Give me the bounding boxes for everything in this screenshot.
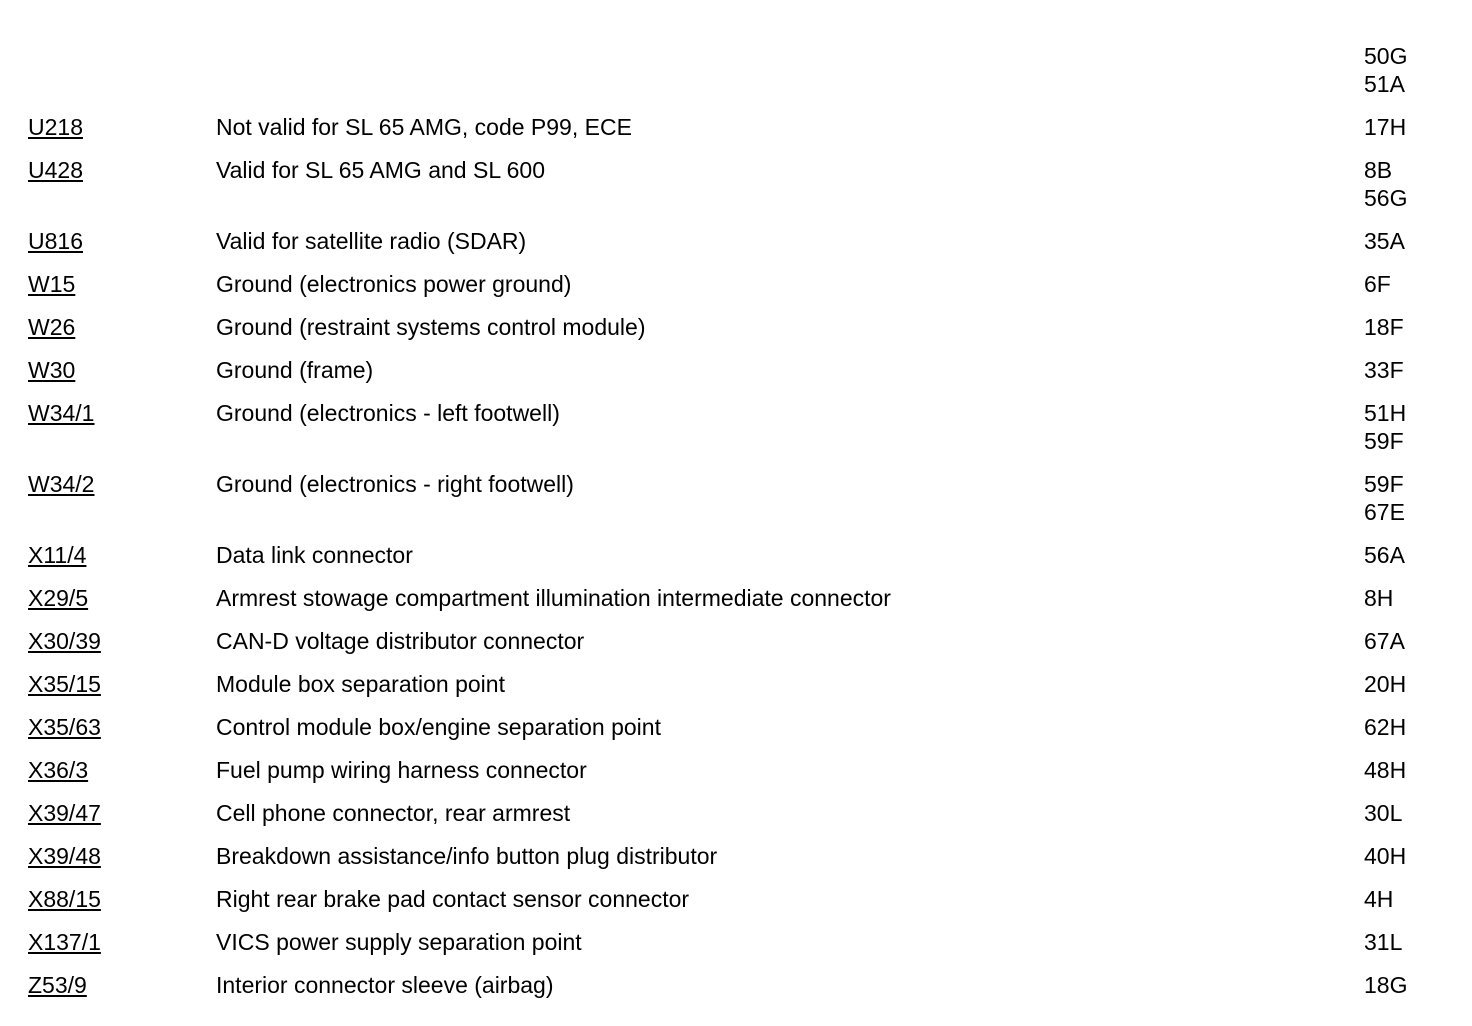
grid-references [1364,541,1405,569]
grid-references [1364,584,1393,612]
grid-references [1364,756,1406,784]
component-description: Valid for SL 65 AMG and SL 600 [216,157,546,183]
component-code-link[interactable]: W34/1 [28,400,95,426]
grid-references [1364,627,1405,655]
component-description: Ground (frame) [216,357,374,383]
grid-reference: 56A [1364,542,1405,568]
component-code-link[interactable]: W15 [28,271,76,297]
component-description: Armrest stowage compartment illumination intermediate connector [216,585,891,611]
grid-reference: 62H [1364,714,1407,740]
component-code-link[interactable]: X35/15 [28,671,101,697]
component-description: Ground (restraint systems control module) [216,314,646,340]
component-code-link[interactable]: X29/5 [28,585,89,611]
component-description: Data link connector [216,542,413,568]
grid-references [1364,42,1407,98]
grid-references [1364,270,1391,298]
grid-reference: 18F [1364,314,1404,340]
component-code-link[interactable]: Z53/9 [28,972,87,998]
component-description: Breakdown assistance/info button plug distributor [216,843,718,869]
component-code-link[interactable]: X35/63 [28,714,101,740]
component-description: Ground (electronics power ground) [216,271,572,297]
component-description: Interior connector sleeve (airbag) [216,972,554,998]
grid-references [1364,470,1405,526]
component-code-link[interactable]: X36/3 [28,757,89,783]
component-description: Ground (electronics - right footwell) [216,471,574,497]
grid-reference: 51H [1364,400,1407,426]
grid-reference: 6F [1364,271,1391,297]
component-code-link[interactable]: X137/1 [28,929,101,955]
grid-references [1364,799,1402,827]
component-code-link[interactable]: X88/15 [28,886,101,912]
grid-reference: 20H [1364,671,1407,697]
grid-reference: 31L [1364,929,1403,955]
component-code-link[interactable]: U218 [28,114,83,140]
component-code-link[interactable]: X11/4 [28,542,87,568]
grid-reference: 18G [1364,972,1408,998]
grid-reference: 67E [1364,499,1405,525]
component-code-link[interactable]: W30 [28,357,76,383]
component-description: Fuel pump wiring harness connector [216,757,587,783]
component-description: Not valid for SL 65 AMG, code P99, ECE [216,114,632,140]
grid-reference: 59F [1364,471,1404,497]
grid-reference: 56G [1364,185,1408,211]
component-description: Module box separation point [216,671,505,697]
grid-references [1364,928,1402,956]
grid-reference: 4H [1364,886,1394,912]
grid-references [1364,156,1407,212]
grid-reference: 33F [1364,357,1404,383]
grid-reference: 59F [1364,428,1404,454]
component-code-link[interactable]: W34/2 [28,471,95,497]
grid-references [1364,842,1406,870]
grid-references [1364,670,1406,698]
grid-reference: 48H [1364,757,1407,783]
grid-references [1364,227,1405,255]
grid-references [1364,313,1404,341]
component-code-link[interactable]: X39/47 [28,800,101,826]
grid-reference: 40H [1364,843,1407,869]
grid-references [1364,356,1404,384]
component-code-link[interactable]: X30/39 [28,628,101,654]
component-code-link[interactable]: X39/48 [28,843,101,869]
grid-reference: 8B [1364,157,1393,183]
component-description: Right rear brake pad contact sensor connector [216,886,690,912]
component-code-link[interactable]: U816 [28,228,83,254]
grid-references [1364,399,1406,455]
component-description: Control module box/engine separation point [216,714,661,740]
grid-reference: 50G [1364,43,1408,69]
grid-reference: 51A [1364,71,1405,97]
component-description: Ground (electronics - left footwell) [216,400,560,426]
component-code-link[interactable]: U428 [28,157,83,183]
grid-reference: 17H [1364,114,1407,140]
component-description: Cell phone connector, rear armrest [216,800,571,826]
component-code-link[interactable]: W26 [28,314,76,340]
grid-reference: 67A [1364,628,1405,654]
component-description: Valid for satellite radio (SDAR) [216,228,527,254]
component-description: CAN-D voltage distributor connector [216,628,585,654]
grid-references [1364,971,1407,999]
component-description: VICS power supply separation point [216,929,582,955]
grid-reference: 30L [1364,800,1403,826]
grid-reference: 35A [1364,228,1405,254]
grid-references [1364,113,1406,141]
grid-reference: 8H [1364,585,1394,611]
grid-references [1364,713,1406,741]
grid-references [1364,885,1393,913]
